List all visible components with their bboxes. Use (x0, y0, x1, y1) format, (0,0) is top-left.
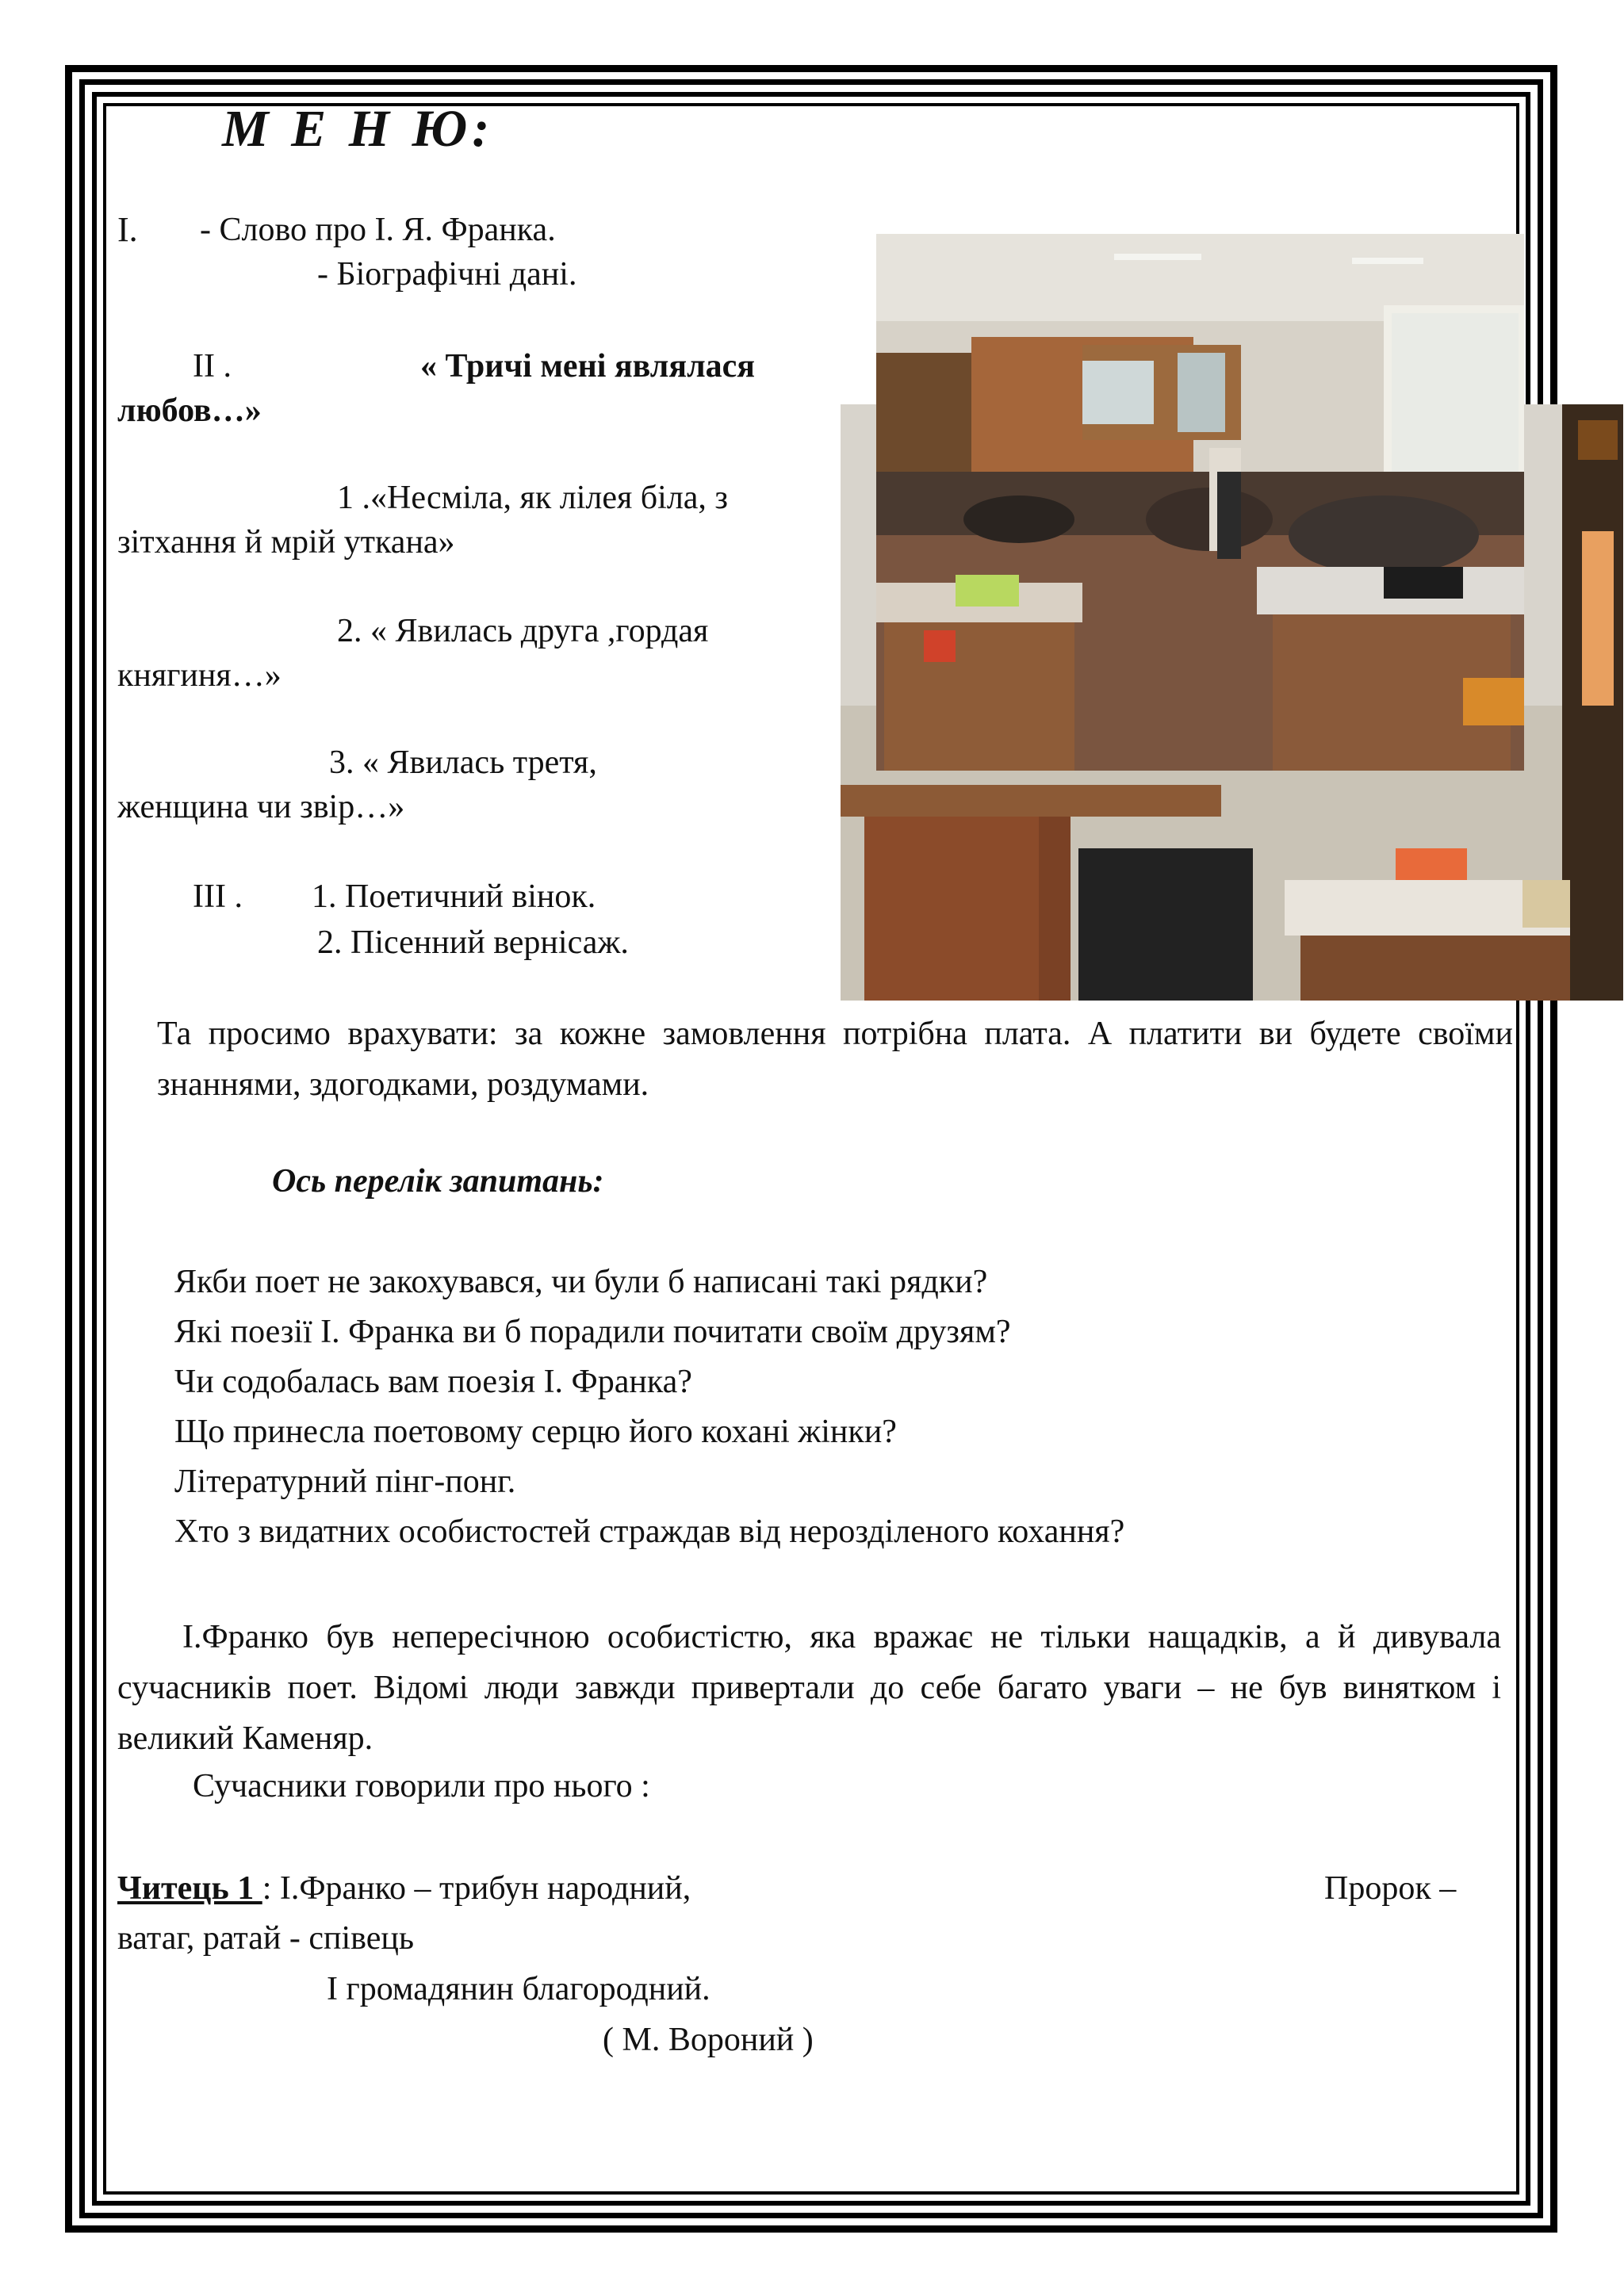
reader-author: ( М. Вороний ) (603, 2022, 814, 2058)
contemporaries-line: Сучасники говорили про нього : (193, 1768, 650, 1804)
section-1-item-a: - Слово про І. Я. Франка. (200, 212, 556, 248)
payment-note: Та просимо врахувати: за кожне замовлення потрібна плата. А платити ви будете своїми знаннями, здогодками, роздумами. (157, 1016, 1513, 1103)
poem-2-line-b: княгиня…» (117, 657, 282, 694)
section-3-item-a: 1. Поетичний вінок. (312, 878, 596, 915)
questions-heading: Ось перелік запитань: (272, 1163, 604, 1200)
question-item: Хто з видатних особистостей страждав від нерозділеного кохання? (174, 1513, 1125, 1550)
menu-title: М Е Н Ю: (222, 100, 495, 158)
question-item: Якби поет не закохувався, чи були б написані такі рядки? (174, 1264, 988, 1300)
reader-line-1 (117, 1867, 691, 1910)
question-item: Чи содобалась вам поезія І. Франка? (174, 1364, 692, 1400)
question-item: Літературний пінг-понг. (174, 1464, 516, 1500)
section-3-number: III . (193, 878, 243, 915)
section-2-title: « Тричі мені являлася (420, 348, 756, 385)
poem-3-line-a: 3. « Явилась третя, (329, 744, 597, 781)
question-item: Що принесла поетовому серцю його кохані жінки? (174, 1414, 897, 1450)
poem-1-line-b: зітхання й мрій уткана» (117, 524, 455, 561)
classroom-photo-front (876, 234, 1524, 771)
poem-2-line-a: 2. « Явилась друга ,гордая (337, 613, 709, 649)
poem-3-line-b: женщина чи звір…» (117, 789, 405, 825)
reader-line-3: І громадянин благородний. (327, 1971, 710, 2007)
section-1-item-b: - Біографічні дані. (317, 256, 577, 293)
section-1-number: I. (117, 210, 138, 249)
reader-line-2: ватаг, ратай - співець (117, 1920, 415, 1957)
question-item: Які поезії І. Франка ви б порадили почитати своїм друзям? (174, 1314, 1011, 1350)
poem-1-line-a: 1 .«Несміла, як лілея біла, з (337, 480, 729, 516)
reader-text: : І.Франко – трибун народний, (262, 1870, 691, 1907)
section-2-number: II . (193, 348, 232, 385)
reader-label: Читець 1 (117, 1870, 262, 1907)
section-2-title-cont: любов…» (117, 392, 262, 429)
section-3-item-b: 2. Пісенний вернісаж. (317, 924, 629, 961)
reader-line-1-right: Пророк – (1324, 1870, 1457, 1907)
franko-paragraph: І.Франко був непересічною особистістю, яка вражає не тільки нащадків, а й дивувала сучасників поет. Відомі люди завжди привертали до себе багато уваги – не був винятком і великий Каменяр. (117, 1619, 1501, 1757)
